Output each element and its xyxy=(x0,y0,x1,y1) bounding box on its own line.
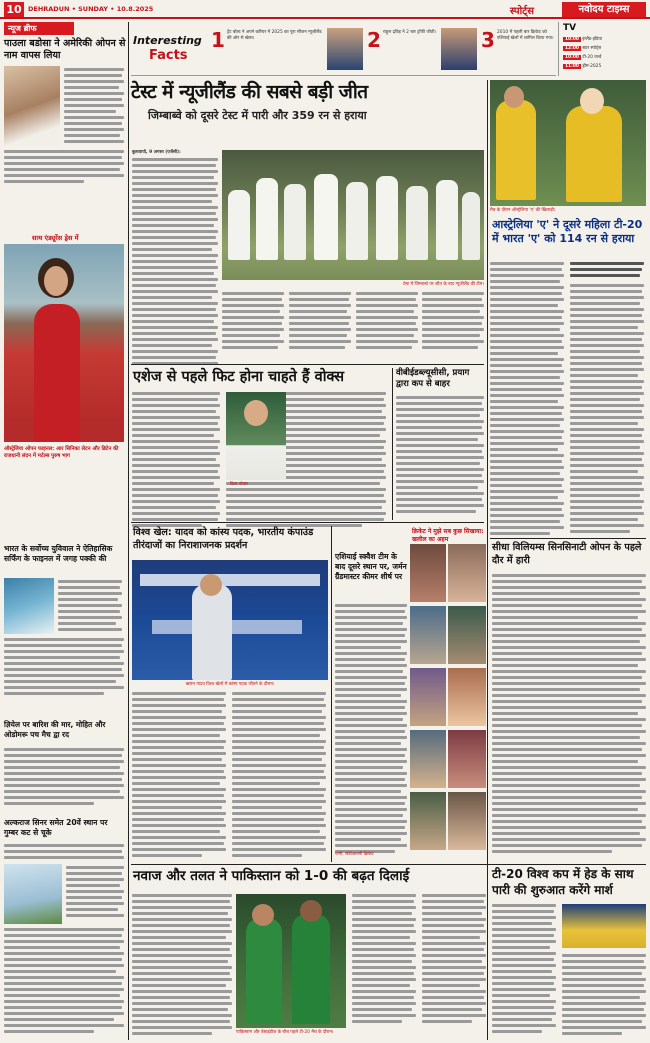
badosa-photo xyxy=(4,66,60,146)
page-number: 10 xyxy=(4,2,24,17)
brief-caption: ऑस्ट्रेलिया ओपन फाइनल: आर सिनिका लेटन और ब्रिटेन की राजधानी लंदन में मर्टल्स पुरुष भाग xyxy=(4,446,119,459)
woakes-photo-caption: क्रिस वोक्स xyxy=(230,482,248,487)
fact-photo-2 xyxy=(441,28,477,70)
archery-headline: विश्व खेल: यादव को कांस्य पदक, भारतीय कंपाउंड तीरंदाजों का निराशाजनक प्रदर्शन xyxy=(133,527,314,551)
women-headline: आस्ट्रेलिया 'ए' ने दूसरे महिला टी-20 में भारत 'ए' को 114 रन से हराया xyxy=(492,218,643,245)
banner-headline: क्रिकेट ने मुझे सब कुछ सिखाया: खलील का अहम xyxy=(412,528,484,543)
fact-3: 2010 में पहली बार क्रिकेट को एशियाई खेलों में शामिल किया गया। xyxy=(497,30,554,41)
lead-photo xyxy=(222,150,484,280)
fact-number-3: 3 xyxy=(481,28,495,52)
brief-label: न्यूज ब्रीफ xyxy=(4,22,74,35)
brand-name: नवोदय टाइम्स xyxy=(562,2,646,17)
news-brief-column xyxy=(4,22,126,1040)
golfer-photo xyxy=(4,864,62,924)
fact-photo-1 xyxy=(327,28,363,70)
tv-row: 10:00 इंग्लैंड-इंडिया xyxy=(565,37,603,42)
fact-number-1: 1 xyxy=(211,28,225,52)
t20-headline: टी-20 विश्व कप में हेड के साथ पारी की शुरुआत करेंगे मार्श xyxy=(492,867,634,897)
sanders-headline: एशियाई स्क्वैश टीम के बाद दूसरे स्थान पर, जर्मन ग्रैंडमास्टर कीमर शीर्ष पर xyxy=(335,552,407,581)
archery-photo xyxy=(132,560,328,680)
interesting-facts xyxy=(131,22,556,76)
masthead xyxy=(0,0,650,19)
women-photo xyxy=(490,80,646,206)
lead-dateline: बुलावायो, 9 अगस्त (एजेंसी): xyxy=(132,150,181,155)
archery-photo-caption: ऋषभ यादव विश्व खेलों में कांस्य पदक जीतने के दौरान। xyxy=(185,682,275,687)
dateline: DEHRADUN • SUNDAY • 10.8.2025 xyxy=(28,5,154,13)
lead-photo-caption: टेस्ट में जिम्बाब्वे पर जीत के बाद न्यूजीलैंड की टीम। xyxy=(402,282,484,287)
nawaz-photo xyxy=(236,894,346,1028)
woakes-photo xyxy=(226,392,286,480)
family-photo-grid xyxy=(410,544,486,860)
red-dress-photo xyxy=(4,244,124,442)
nawaz-photo-caption: पाकिस्तान और वेस्टइंडीज के बीच पहले टी-20 मैच के दौरान। xyxy=(236,1030,334,1035)
facts-logo-word: Interesting xyxy=(133,34,202,47)
women-photo-caption: मैच के दौरान ऑस्ट्रेलिया 'ए' की खिलाड़ी। xyxy=(490,208,556,213)
tv-label: TV xyxy=(563,23,577,33)
surfing-photo xyxy=(4,578,54,634)
tv-row: 12:00 स्टार स्पोर्ट्स xyxy=(565,46,602,51)
woakes-headline: एशेज से पहले फिट होना चाहते हैं वोक्स xyxy=(133,369,345,385)
section-title: स्पोर्ट्स xyxy=(510,6,534,17)
lead-deck: जिम्बाब्वे को दूसरे टेस्ट में पारी और 359 रन से हराया xyxy=(148,109,367,122)
facts-logo-word2: Facts xyxy=(149,48,188,63)
nawaz-headline: नवाज और तलत ने पाकिस्तान को 1-0 की बढ़त दिलाई xyxy=(133,868,410,884)
fact-number-2: 2 xyxy=(367,28,381,52)
bcci-headline: वीबीईडब्ल्यूसीसी, प्रयाग द्वारा कप से बाहर xyxy=(396,368,470,389)
tv-row: 10:00 टी-20 वर्ल्ड xyxy=(565,55,602,60)
brief-headline-4: ज्ञियेल पर बारिश की मार, मोहित और ओडोमरू पच मैच द्वा रद xyxy=(4,720,106,739)
lead-headline: टेस्ट में न्यूजीलैंड की सबसे बड़ी जीत xyxy=(131,81,368,103)
tv-guide xyxy=(558,22,646,76)
fact-1: ट्रेंट बोल्ट ने अपने करियर में 2025 का पूरा सीजन न्यूजीलैंड की ओर से खेला। xyxy=(227,30,322,41)
brief-headline-5: अल्कराज सिनर समेत 20वें स्थान पर गुम्बर कट से चूके xyxy=(4,818,108,837)
tv-row: 11:00 ड्रीम-2025 xyxy=(565,64,602,69)
marsh-photo xyxy=(562,904,646,948)
brief-headline-3: भारत के सर्वोच्च युविवाल ने ऐतिहासिक सर्फिंग के फाइनल में जगह पक्की की xyxy=(4,544,113,563)
brief-headline-1: पाउला बडोसा ने अमेरिकी ओपन से नाम वापस लिया xyxy=(4,38,126,61)
banner-sub: यानी, जेडीआरसी क्रिकेट xyxy=(335,852,374,857)
tennis-headline: सीधा विलियम्स सिनसिनाटी ओपन के पहले दौर में हारी xyxy=(492,542,642,566)
fact-2: राहुल द्रविड़ ने 2 बार ट्रॉफी जीती। xyxy=(383,30,437,35)
brief-headline-2: साथ एंड्यूरेंस ड्रेस में xyxy=(32,234,79,242)
